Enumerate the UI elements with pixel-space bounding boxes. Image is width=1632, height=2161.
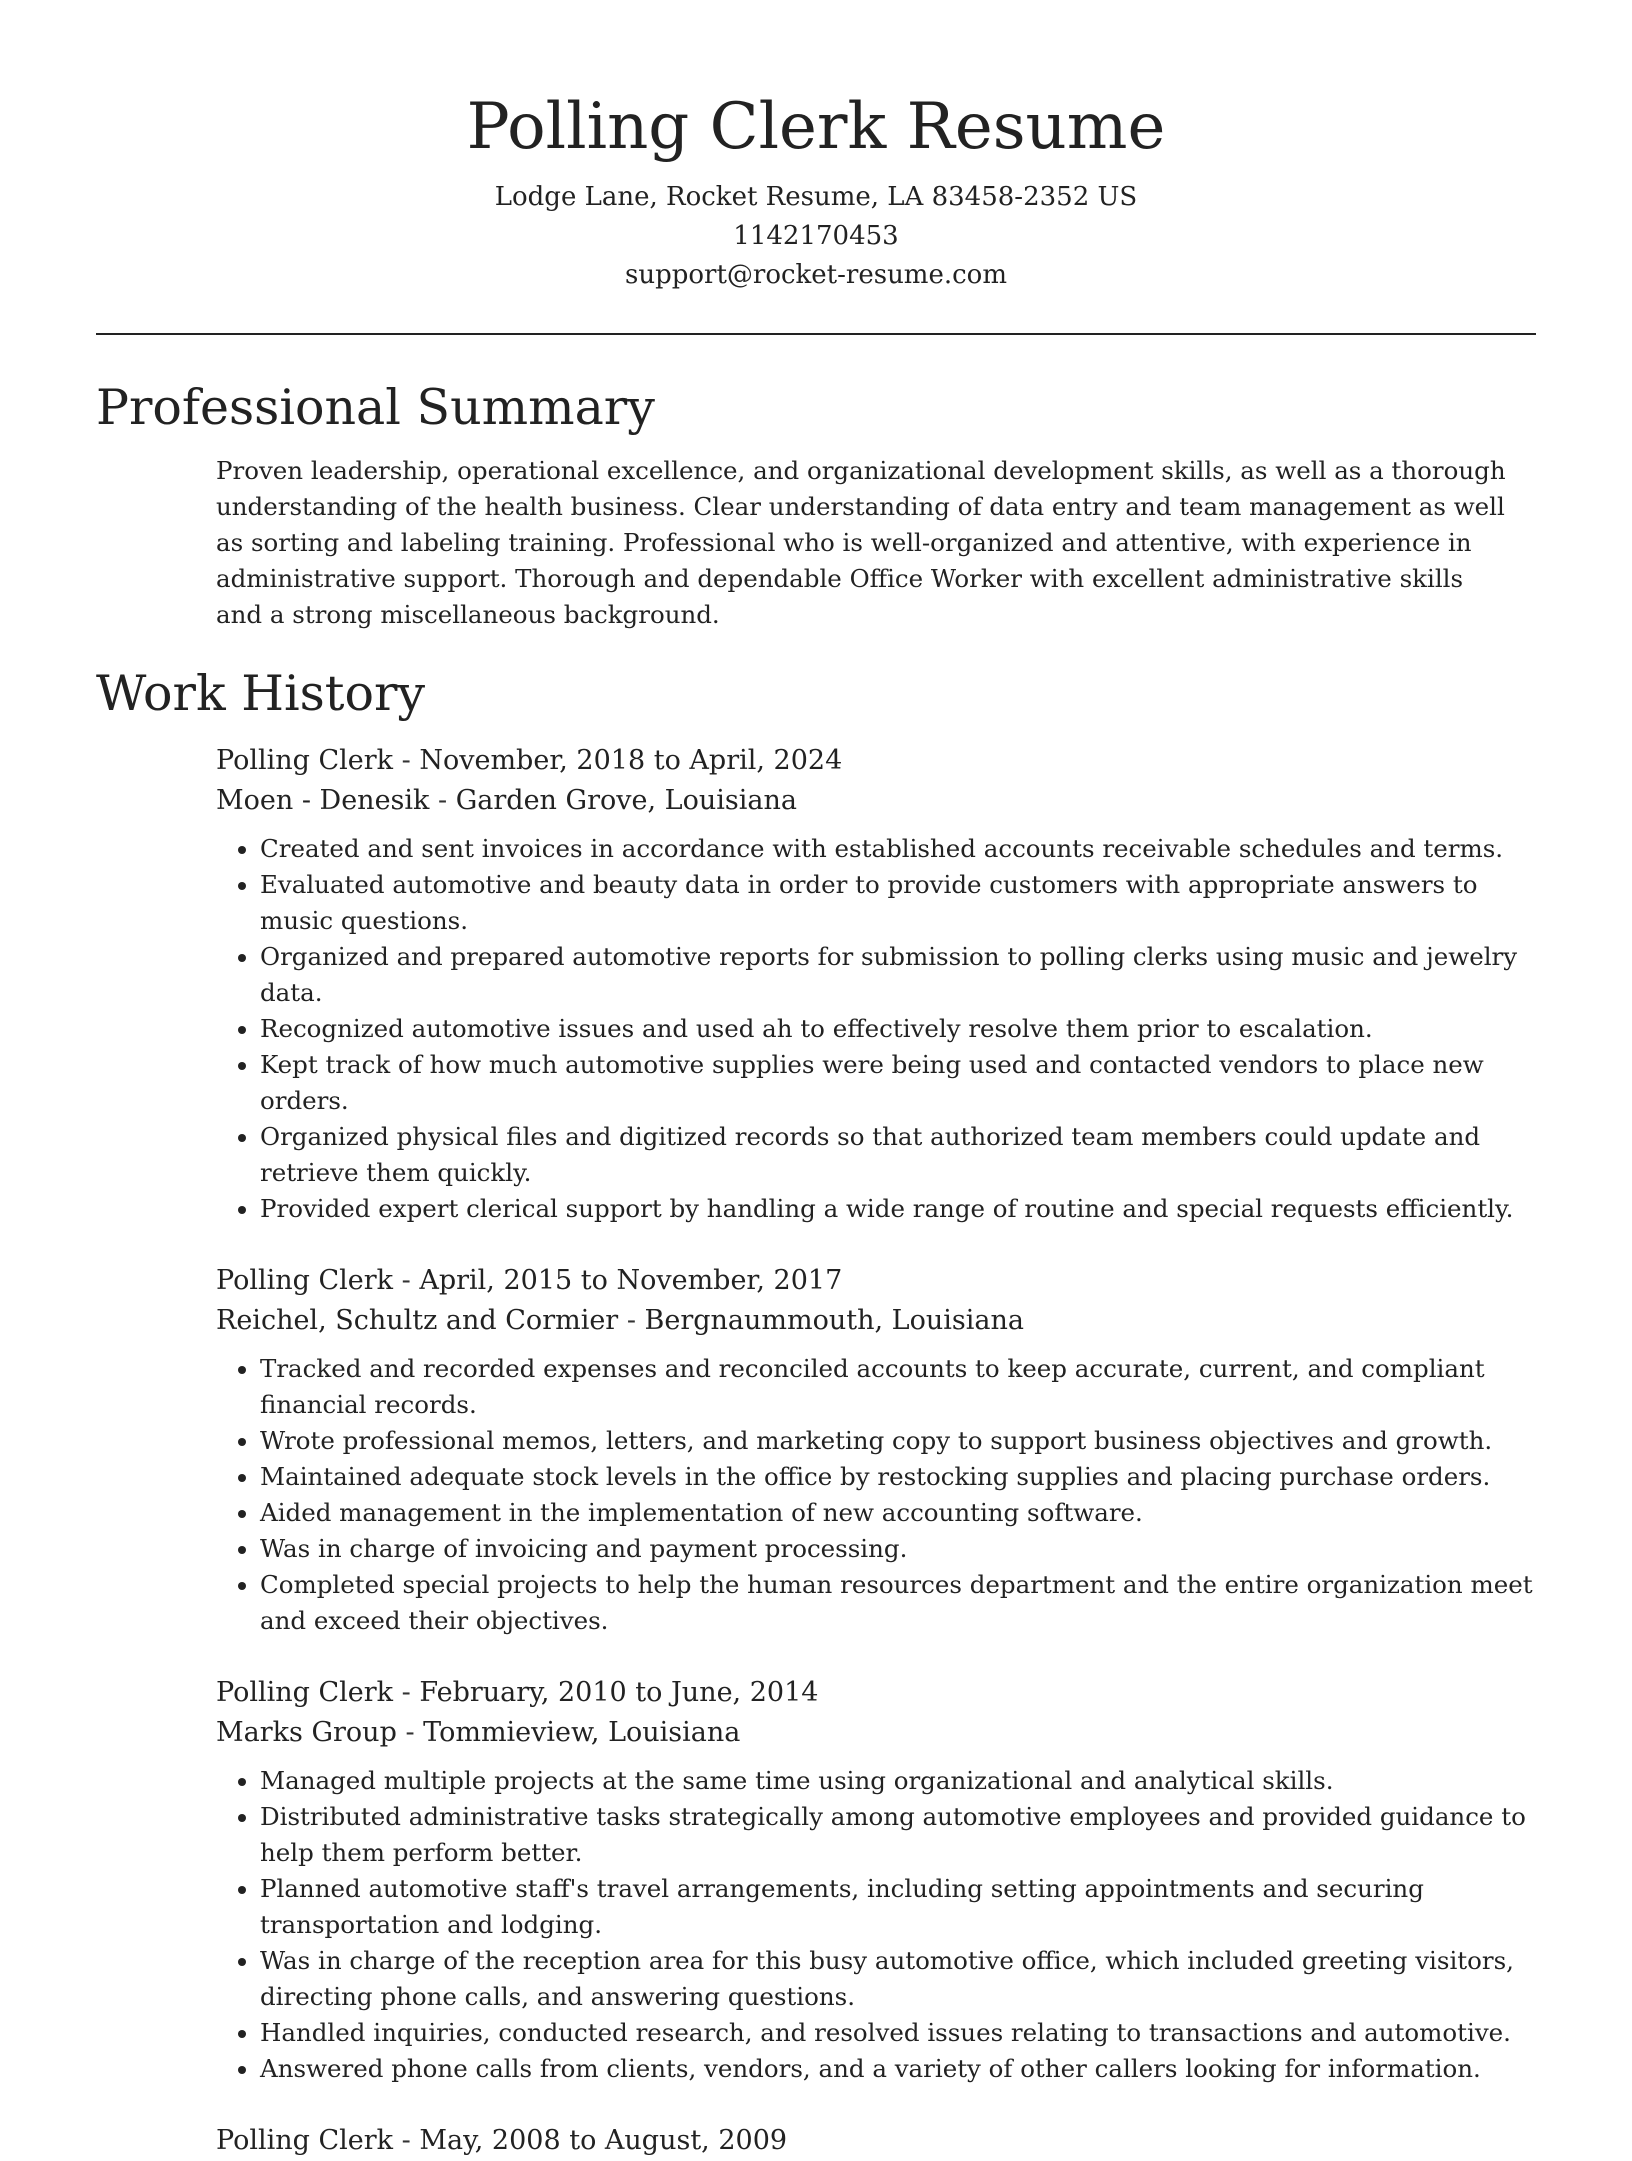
job-title-line xyxy=(216,1673,1536,1713)
separator: - xyxy=(626,1305,636,1336)
job-bullets xyxy=(216,831,1536,1227)
separator: - xyxy=(401,1677,411,1708)
job-dates: February, 2010 to June, 2014 xyxy=(419,1677,819,1708)
summary-text: Proven leadership, operational excellence, and organizational development skills, as well as a thorough understanding of the health business. Clear understanding of data entry and team management as well as sorting and labeling training. Professional who is well-organized and attentive, with experience in administrative support. Thorough and dependable Office Worker with excellent administrative skills and a strong miscellaneous background. xyxy=(216,456,1506,629)
job-company-line xyxy=(216,781,1536,821)
separator: - xyxy=(405,1717,415,1748)
list-item: • Kept track of how much automotive supplies were being used and contacted vendors to place new orders. xyxy=(260,1047,1536,1119)
job-company: Moen - Denesik xyxy=(216,785,430,816)
job-entry xyxy=(216,2121,1536,2161)
contact-address: Lodge Lane, Rocket Resume, LA 83458-2352 US xyxy=(494,182,1138,212)
job-company: Reichel, Schultz and Cormier xyxy=(216,1305,619,1336)
contact-phone: 1142170453 xyxy=(733,221,899,251)
separator: - xyxy=(401,2125,411,2156)
list-item: • Wrote professional memos, letters, and marketing copy to support business objectives and growth. xyxy=(260,1423,1536,1459)
list-item: • Planned automotive staff's travel arrangements, including setting appointments and securing transportation and lodging. xyxy=(260,1871,1536,1943)
list-item: • Answered phone calls from clients, vendors, and a variety of other callers looking for information. xyxy=(260,2051,1536,2087)
list-item: • Handled inquiries, conducted research, and resolved issues relating to transactions and automotive. xyxy=(260,2015,1536,2051)
job-title-line xyxy=(216,1261,1536,1301)
header-divider xyxy=(96,333,1536,335)
separator: - xyxy=(401,1265,411,1296)
job-bullets xyxy=(216,1763,1536,2087)
job-title: Polling Clerk xyxy=(216,2125,394,2156)
resume-name: Polling Clerk Resume xyxy=(466,90,1166,164)
job-entry xyxy=(216,1261,1536,1639)
list-item: • Created and sent invoices in accordance with established accounts receivable schedules and terms. xyxy=(260,831,1536,867)
job-title: Polling Clerk xyxy=(216,1265,394,1296)
job-title-line xyxy=(216,2121,1536,2161)
list-item: • Was in charge of the reception area for this busy automotive office, which included greeting visitors, directing phone calls, and answering questions. xyxy=(260,1943,1536,2015)
job-entry xyxy=(216,1673,1536,2087)
job-title-line xyxy=(216,741,1536,781)
list-item: • Organized and prepared automotive reports for submission to polling clerks using music and jewelry data. xyxy=(260,939,1536,1011)
job-company-line xyxy=(216,1713,1536,1753)
job-dates: November, 2018 to April, 2024 xyxy=(419,745,843,776)
job-entry xyxy=(216,741,1536,1227)
job-dates: April, 2015 to November, 2017 xyxy=(419,1265,843,1296)
job-bullets xyxy=(216,1351,1536,1639)
job-location: Garden Grove, Louisiana xyxy=(455,785,797,816)
summary-heading: Professional Summary xyxy=(96,379,655,436)
list-item: • Organized physical files and digitized records so that authorized team members could update and retrieve them quickly. xyxy=(260,1119,1536,1191)
list-item: • Completed special projects to help the human resources department and the entire organization meet and exceed their objectives. xyxy=(260,1567,1536,1639)
contact-email: support@rocket-resume.com xyxy=(624,260,1007,290)
list-item: • Provided expert clerical support by handling a wide range of routine and special requests efficiently. xyxy=(260,1191,1536,1227)
list-item: • Aided management in the implementation of new accounting software. xyxy=(260,1495,1536,1531)
contact-block xyxy=(96,178,1536,295)
list-item: • Distributed administrative tasks strategically among automotive employees and provided guidance to help them perform better. xyxy=(260,1799,1536,1871)
work-history-heading: Work History xyxy=(96,665,426,722)
list-item: • Recognized automotive issues and used ah to effectively resolve them prior to escalation. xyxy=(260,1011,1536,1047)
job-company-line xyxy=(216,1301,1536,1341)
job-title: Polling Clerk xyxy=(216,745,394,776)
separator: - xyxy=(401,745,411,776)
resume-header xyxy=(96,0,1536,295)
resume-page xyxy=(96,0,1536,2161)
job-dates: May, 2008 to August, 2009 xyxy=(419,2125,788,2156)
list-item: • Managed multiple projects at the same time using organizational and analytical skills. xyxy=(260,1763,1536,1799)
job-company: Marks Group xyxy=(216,1717,397,1748)
job-location: Tommieview, Louisiana xyxy=(423,1717,741,1748)
list-item: • Maintained adequate stock levels in the office by restocking supplies and placing purchase orders. xyxy=(260,1459,1536,1495)
job-location: Bergnaummouth, Louisiana xyxy=(644,1305,1024,1336)
list-item: • Evaluated automotive and beauty data in order to provide customers with appropriate answers to music questions. xyxy=(260,867,1536,939)
list-item: • Tracked and recorded expenses and reconciled accounts to keep accurate, current, and compliant financial records. xyxy=(260,1351,1536,1423)
list-item: • Was in charge of invoicing and payment processing. xyxy=(260,1531,1536,1567)
separator: - xyxy=(438,785,448,816)
job-title: Polling Clerk xyxy=(216,1677,394,1708)
